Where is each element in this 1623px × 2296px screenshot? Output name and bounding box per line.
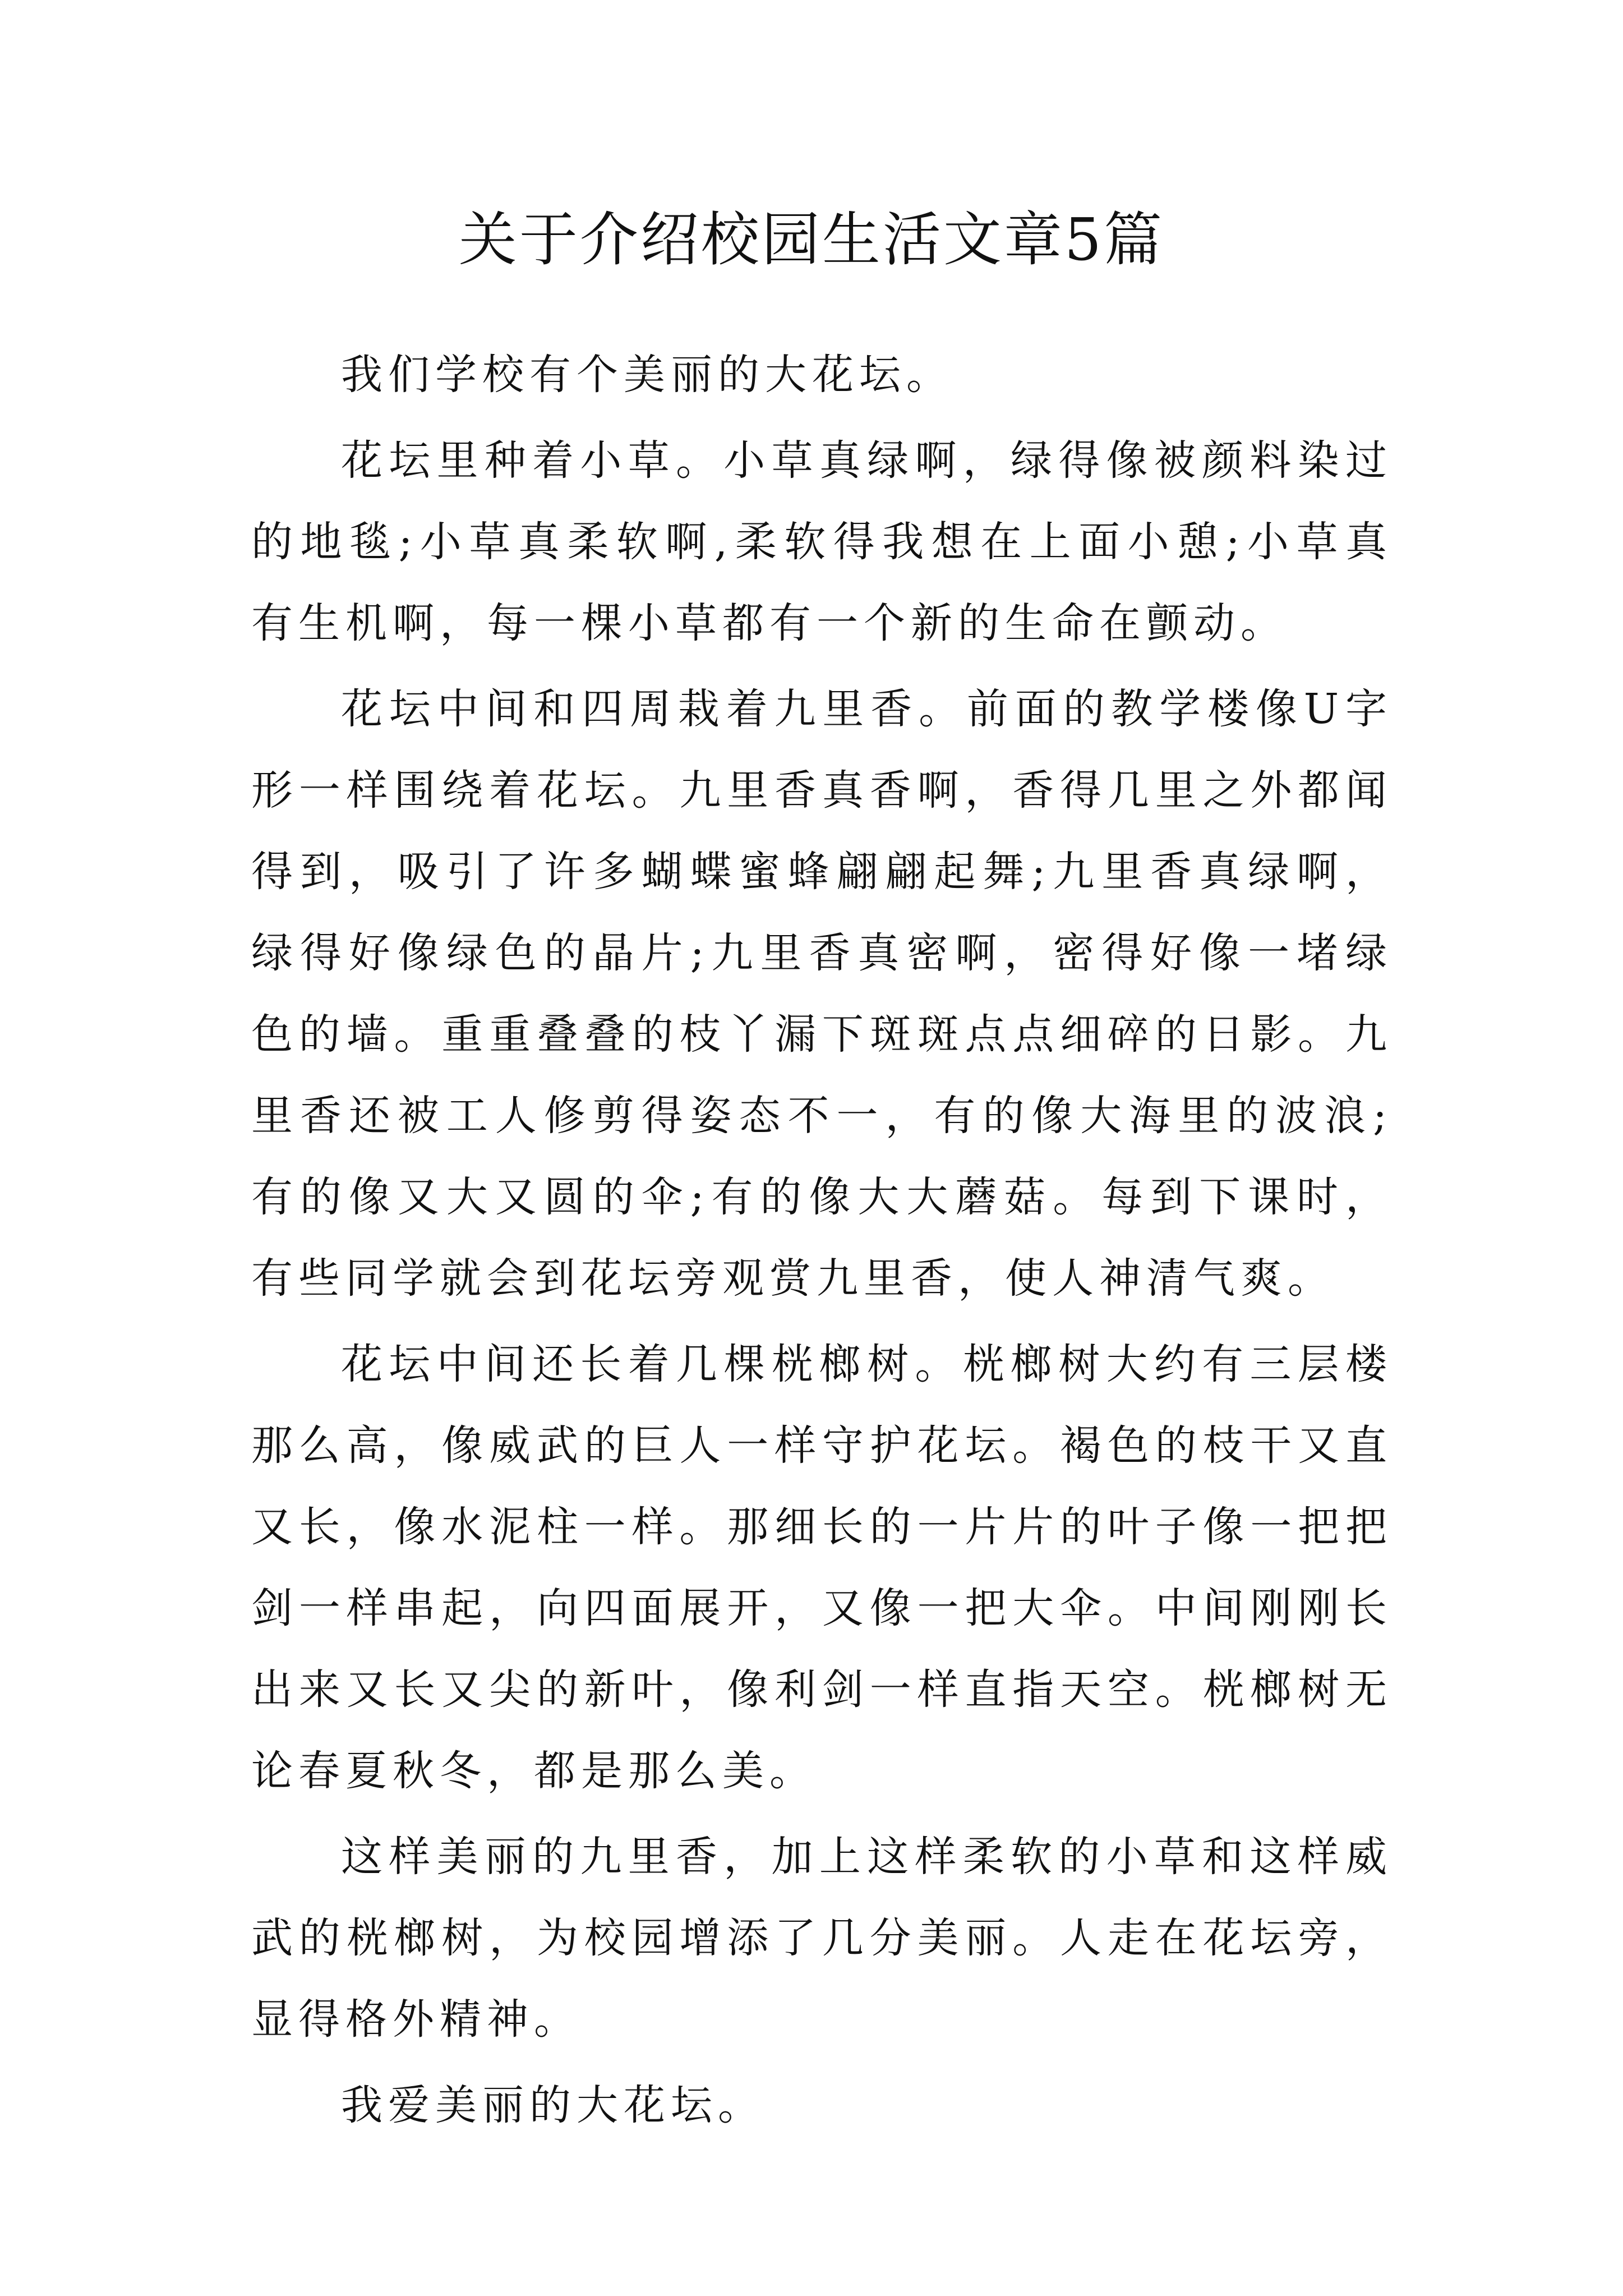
page-title: 关于介绍校园生活文章5篇	[458, 205, 1165, 274]
paragraph: 花坛中间还长着几棵桄榔树。桄榔树大约有三层楼那么高，像威武的巨人一样守护花坛。褐色的枝干又直又长，像水泥柱一样。那细长的一片片的叶子像一把把剑一样串起，向四面展开，又像一把大伞。中间刚刚长出来又长又尖的新叶，像利剑一样直指天空。桄榔树无论春夏秋冬，都是那么美。	[251, 1340, 1393, 1795]
paragraph: 花坛里种着小草。小草真绿啊，绿得像被颜料染过的地毯;小草真柔软啊,柔软得我想在上面小憩;小草真有生机啊，每一棵小草都有一个新的生命在颤动。	[251, 436, 1393, 647]
paragraph: 这样美丽的九里香，加上这样柔软的小草和这样威武的桄榔树，为校园增添了几分美丽。人走在花坛旁，显得格外精神。	[251, 1833, 1393, 2044]
article-body	[251, 334, 1393, 2151]
paragraph: 花坛中间和四周栽着九里香。前面的教学楼像U字形一样围绕着花坛。九里香真香啊，香得几里之外都闻得到，吸引了许多蝴蝶蜜蜂翩翩起舞;九里香真绿啊，绿得好像绿色的晶片;九里香真密啊，密得好像一堵绿色的墙。重重叠叠的枝丫漏下斑斑点点细碎的日影。九里香还被工人修剪得姿态不一，有的像大海里的波浪;有的像又大又圆的伞;有的像大大蘑菇。每到下课时，有些同学就会到花坛旁观赏九里香，使人神清气爽。	[251, 685, 1393, 1303]
paragraph: 我们学校有个美丽的大花坛。	[341, 351, 953, 399]
paragraph: 我爱美丽的大花坛。	[341, 2081, 765, 2129]
